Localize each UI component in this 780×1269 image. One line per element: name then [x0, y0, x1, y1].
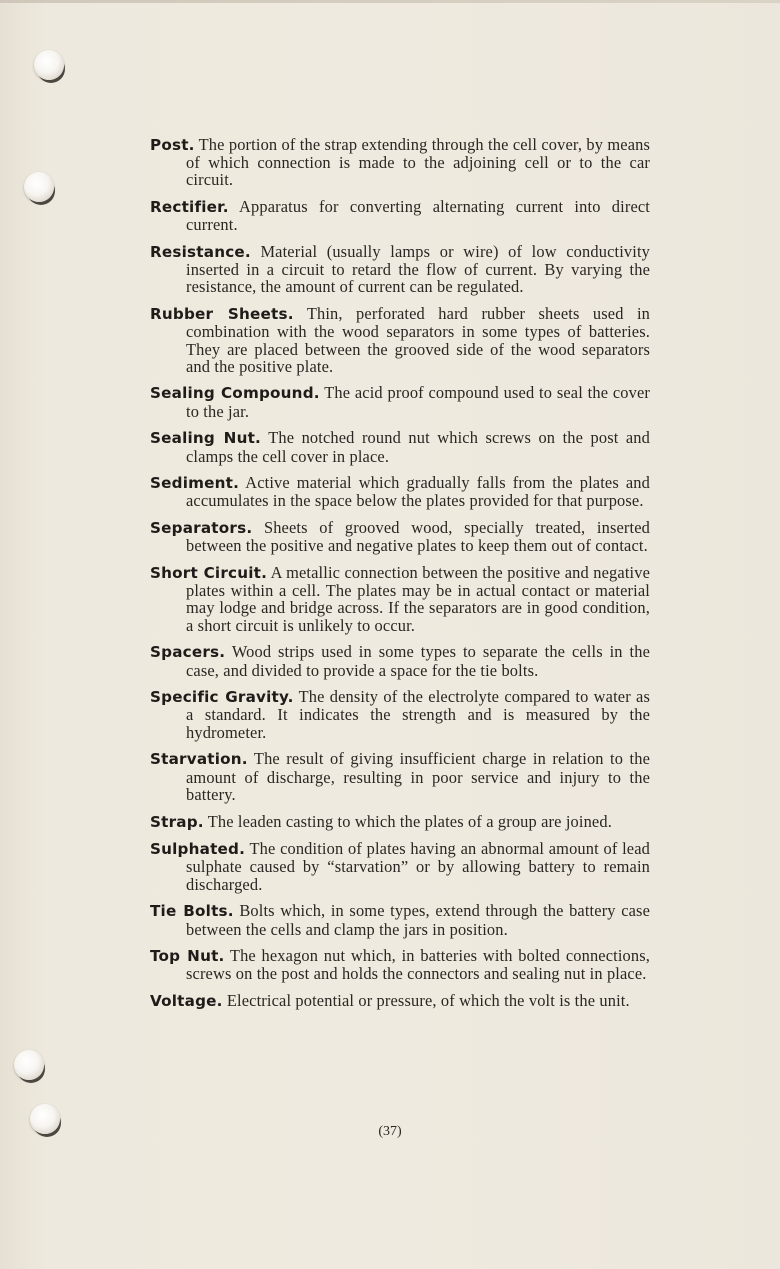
glossary-definition: The portion of the strap extending through the cell cover, by means of which connection is made to the adjoining cell or to the car circuit. [186, 135, 650, 190]
glossary-definition: Electrical potential or pressure, of which the volt is the unit. [226, 991, 630, 1011]
glossary-term: Post. [150, 136, 195, 154]
glossary-entry [150, 198, 650, 233]
glossary-definition: The hexagon nut which, in batteries with bolted connections, screws on the post and holds the connectors and sealing nut in place. [186, 946, 651, 984]
glossary-term: Top Nut. [150, 947, 225, 966]
glossary-term: Sealing Nut. [150, 429, 262, 448]
glossary-entry [150, 992, 650, 1010]
glossary-term: Sediment. [150, 474, 240, 493]
glossary-term: Rectifier. [150, 198, 229, 217]
glossary-term: Separators. [150, 519, 253, 538]
glossary-term: Starvation. [150, 750, 248, 769]
glossary-entry [150, 840, 650, 893]
glossary-definition: The condition of plates having an abnormal amount of lead sulphate caused by “starvation” or by allowing battery to remain discharged. [186, 839, 650, 894]
glossary-entry [150, 564, 650, 634]
glossary-definition: Wood strips used in some types to separate the cells in the case, and divided to provide a space for the tie bolts. [186, 642, 650, 680]
glossary-entry [150, 384, 650, 419]
glossary-definition: A metallic connection between the positive and negative plates within a cell. The plates may be in actual contact or material may lodge and bridge across. If the separators are in good condition, a short circuit is unlikely to occur. [186, 563, 651, 635]
glossary-definition: The acid proof compound used to seal the cover to the jar. [186, 383, 651, 421]
glossary-term: Voltage. [150, 992, 223, 1011]
glossary-term: Tie Bolts. [150, 902, 234, 921]
glossary-definition: Bolts which, in some types, extend through the battery case between the cells and clamp the jars in position. [186, 901, 650, 939]
glossary-entry [150, 243, 650, 296]
glossary-definition: Material (usually lamps or wire) of low conductivity inserted in a circuit to retard the flow of current. By varying the resistance, the amount of current can be regulated. [186, 242, 650, 297]
glossary-definition: The leaden casting to which the plates of a group are joined. [207, 811, 612, 831]
glossary-entry [150, 643, 650, 678]
glossary-entry [150, 947, 650, 982]
glossary-entry [150, 902, 650, 937]
glossary-entry [150, 136, 650, 189]
glossary-definition: Active material which gradually falls from the plates and accumulates in the space below the plates provided for that purpose. [186, 473, 650, 511]
glossary-entry [150, 688, 650, 741]
glossary-term: Rubber Sheets. [150, 305, 294, 324]
glossary-term: Sulphated. [150, 840, 246, 859]
binder-hole-1 [34, 50, 64, 80]
glossary-definition: Apparatus for converting alternating current into direct current. [186, 197, 651, 235]
glossary-term: Short Circuit. [150, 564, 268, 583]
glossary-definition: The notched round nut which screws on the post and clamps the cell cover in place. [186, 428, 650, 466]
glossary-term: Spacers. [150, 643, 226, 662]
glossary-term: Resistance. [150, 243, 251, 262]
glossary-entry [150, 519, 650, 554]
glossary-term: Sealing Compound. [150, 384, 320, 403]
glossary-definition: The result of giving insufficient charge in relation to the amount of discharge, resulting in poor service and injury to the battery. [186, 749, 651, 804]
glossary-entry [150, 305, 650, 375]
glossary-definition: Thin, perforated hard rubber sheets used in combination with the wood separators in some types of batteries. They are placed between the grooved side of the wood separators and the positive plate. [186, 304, 650, 376]
glossary-entry [150, 474, 650, 509]
glossary-definition: The density of the electrolyte compared to water as a standard. It indicates the strength and is measured by the hydrometer. [186, 687, 650, 742]
glossary [150, 136, 650, 1020]
glossary-entry [150, 429, 650, 464]
page-number: (37) [378, 1124, 402, 1139]
glossary-term: Strap. [150, 812, 204, 831]
binder-hole-2 [24, 172, 54, 202]
glossary-entry [150, 750, 650, 803]
glossary-term: Specific Gravity. [150, 688, 294, 707]
glossary-entry [150, 813, 650, 831]
glossary-definition: Sheets of grooved wood, specially treated, inserted between the positive and negative plates to keep them out of contact. [186, 518, 650, 556]
binder-hole-3 [14, 1050, 44, 1080]
page-top-edge [0, 0, 780, 3]
